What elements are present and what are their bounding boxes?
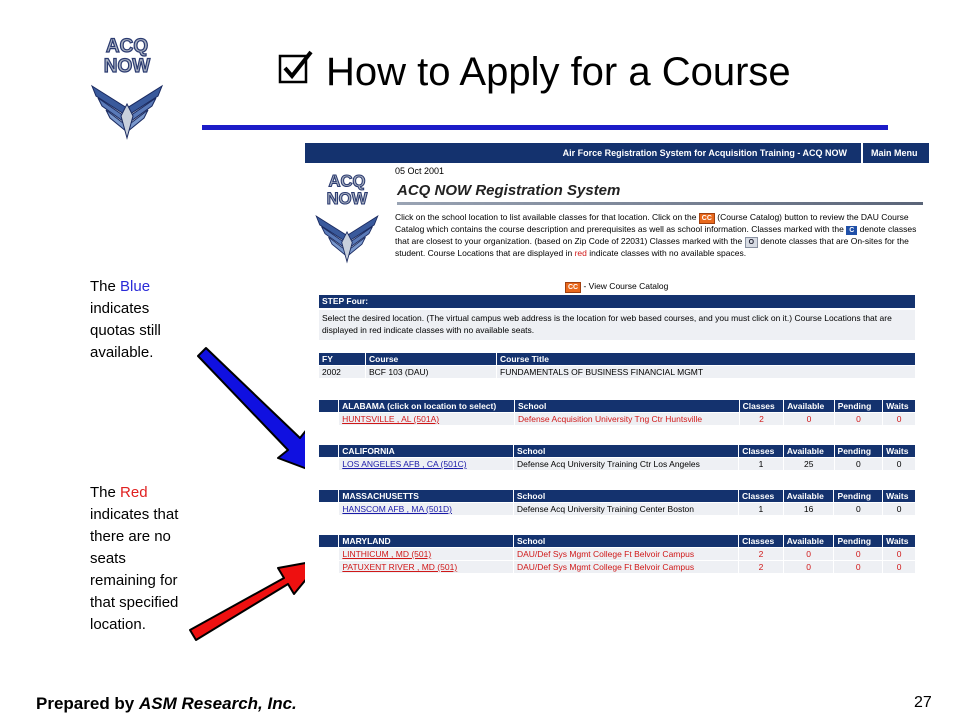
small-logo-line-2: NOW <box>326 188 368 208</box>
location-cell <box>339 503 512 515</box>
state-header-row <box>319 535 915 547</box>
location-cell <box>339 458 513 470</box>
intro-part-2: (Course Catalog) button to review the DAU Course Catalog which contains the course description and prerequisites as well as school information. Classes marked with the <box>395 212 909 234</box>
col-header-fy: FY <box>319 353 365 365</box>
state-name: MARYLAND <box>339 535 513 547</box>
location-waits: 0 <box>883 548 915 560</box>
acq-now-logo <box>86 34 168 140</box>
location-classes: 2 <box>739 548 783 560</box>
location-cell <box>339 413 514 425</box>
intro-part-4: denote classes that are On-sites for the student. Course Locations that are displayed in <box>395 235 909 258</box>
location-row <box>319 503 915 515</box>
blue-note <box>90 276 186 364</box>
course-catalog-icon: CC <box>699 213 715 224</box>
state-table <box>318 489 916 516</box>
location-available: 0 <box>784 548 834 560</box>
course-code: BCF 103 (DAU) <box>366 366 496 378</box>
footer-credit <box>36 694 297 714</box>
location-available: 16 <box>784 503 834 515</box>
state-header-row <box>319 490 915 502</box>
col-header-classes: Classes <box>739 445 783 457</box>
intro-part-3: denote classes that are closest to your organization. (based on Zip Code of 22031) Classes marked with the <box>395 224 917 246</box>
system-title-rule <box>397 202 923 205</box>
course-fy: 2002 <box>319 366 365 378</box>
footer-prefix: Prepared by <box>36 694 139 713</box>
blue-note-color-word: Blue <box>120 278 151 295</box>
location-row-spacer <box>319 561 338 573</box>
small-logo-line-1: ACQ <box>328 171 366 191</box>
location-waits: 0 <box>883 561 915 573</box>
location-pending: 0 <box>835 413 882 425</box>
location-row-spacer <box>319 413 338 425</box>
course-row <box>319 366 915 378</box>
red-note-post: indicates that there are no seats remaining for that specified location. <box>90 506 179 633</box>
state-table <box>318 399 916 426</box>
state-header-spacer <box>319 535 338 547</box>
col-header-waits: Waits <box>883 445 915 457</box>
location-row <box>319 561 915 573</box>
air-force-wings-icon <box>92 86 162 138</box>
onsite-class-icon: O <box>745 237 758 248</box>
state-header-spacer <box>319 490 338 502</box>
col-header-pending: Pending <box>835 400 882 412</box>
location-school: Defense Acq University Training Center Boston <box>514 503 738 515</box>
blue-note-pre: The <box>90 278 121 295</box>
step-four-instructions: Select the desired location. (The virtual campus web address is the location for web based courses, and you must click on it.) Course Locations that are displayed in red indicate classes with no available seats. <box>319 310 915 340</box>
col-header-pending: Pending <box>834 535 882 547</box>
footer-company: ASM Research, Inc. <box>139 694 297 713</box>
course-title: FUNDAMENTALS OF BUSINESS FINANCIAL MGMT <box>497 366 915 378</box>
col-header-classes: Classes <box>740 400 784 412</box>
course-table <box>318 352 916 379</box>
state-name: MASSACHUSETTS <box>339 490 512 502</box>
logo-line-2: NOW <box>103 56 151 77</box>
location-row-spacer <box>319 548 338 560</box>
title-underline <box>202 125 888 130</box>
view-catalog-row[interactable] <box>565 281 668 293</box>
page-number: 27 <box>914 694 932 711</box>
location-waits: 0 <box>883 458 915 470</box>
state-name: ALABAMA (click on location to select) <box>339 400 514 412</box>
registration-screenshot <box>305 140 929 590</box>
red-note-pre: The <box>90 484 121 501</box>
location-available: 0 <box>784 561 834 573</box>
state-table <box>318 444 916 471</box>
location-pending: 0 <box>834 561 882 573</box>
location-school: DAU/Def Sys Mgmt College Ft Belvoir Campus <box>514 548 738 560</box>
logo-line-1: ACQ <box>105 36 149 57</box>
state-header-row <box>319 445 915 457</box>
app-title: Air Force Registration System for Acquisition Training - ACQ NOW <box>562 148 847 158</box>
red-note-color-word: Red <box>120 484 148 501</box>
location-school: DAU/Def Sys Mgmt College Ft Belvoir Campus <box>514 561 738 573</box>
location-classes: 2 <box>739 561 783 573</box>
checkbox-checked-icon <box>278 50 314 86</box>
col-header-school: School <box>514 445 738 457</box>
col-header-available: Available <box>784 400 834 412</box>
intro-part-1: Click on the school location to list available classes for that location. Click on the <box>395 212 699 222</box>
col-header-waits: Waits <box>883 490 915 502</box>
current-date: 05 Oct 2001 <box>395 166 445 176</box>
location-link-available[interactable]: LOS ANGELES AFB , CA (501C) <box>342 459 467 469</box>
air-force-wings-small-icon <box>316 216 377 262</box>
location-row <box>319 548 915 560</box>
state-header-row <box>319 400 915 412</box>
location-waits: 0 <box>883 503 915 515</box>
location-pending: 0 <box>834 548 882 560</box>
location-school: Defense Acquisition University Tng Ctr Huntsville <box>515 413 739 425</box>
red-note <box>90 482 190 636</box>
col-header-waits: Waits <box>883 400 915 412</box>
location-link-available[interactable]: HANSCOM AFB , MA (501D) <box>342 504 452 514</box>
top-bar-divider <box>861 143 863 163</box>
col-header-classes: Classes <box>739 490 783 502</box>
location-available: 0 <box>784 413 834 425</box>
location-waits: 0 <box>883 413 915 425</box>
col-header-school: School <box>514 535 738 547</box>
intro-part-5: indicate classes with no available spaces. <box>586 247 747 258</box>
col-header-course: Course <box>366 353 496 365</box>
view-catalog-button-icon[interactable]: CC <box>565 282 581 293</box>
closest-class-icon: C <box>846 226 857 235</box>
main-menu-link[interactable]: Main Menu <box>871 148 918 158</box>
col-header-classes: Classes <box>739 535 783 547</box>
slide-title: How to Apply for a Course <box>326 50 791 94</box>
acq-now-small-logo <box>311 168 383 266</box>
blue-note-post: indicates quotas still available. <box>90 300 161 361</box>
intro-text <box>395 212 925 259</box>
state-header-spacer <box>319 445 338 457</box>
state-name: CALIFORNIA <box>339 445 513 457</box>
location-pending: 0 <box>835 458 883 470</box>
step-four-label: STEP Four: <box>322 296 369 306</box>
course-table-header <box>319 353 915 365</box>
col-header-available: Available <box>784 535 834 547</box>
system-title: ACQ NOW Registration System <box>397 182 621 199</box>
location-classes: 1 <box>739 503 783 515</box>
col-header-pending: Pending <box>835 445 883 457</box>
location-row-spacer <box>319 458 338 470</box>
location-cell <box>339 561 513 573</box>
state-table <box>318 534 916 574</box>
location-school: Defense Acq University Training Ctr Los Angeles <box>514 458 738 470</box>
location-link-full[interactable]: PATUXENT RIVER , MD (501) <box>342 562 458 572</box>
col-header-waits: Waits <box>883 535 915 547</box>
location-classes: 1 <box>739 458 783 470</box>
location-classes: 2 <box>740 413 784 425</box>
location-row <box>319 458 915 470</box>
col-header-available: Available <box>784 490 834 502</box>
col-header-school: School <box>515 400 739 412</box>
app-top-bar <box>305 143 929 163</box>
col-header-available: Available <box>784 445 834 457</box>
step-four-heading <box>319 295 915 308</box>
state-header-spacer <box>319 400 338 412</box>
col-header-pending: Pending <box>834 490 882 502</box>
location-row-spacer <box>319 503 338 515</box>
col-header-course-title: Course Title <box>497 353 915 365</box>
location-available: 25 <box>784 458 834 470</box>
intro-red-word: red <box>574 247 587 258</box>
location-cell <box>339 548 513 560</box>
view-catalog-label[interactable]: - View Course Catalog <box>581 281 669 291</box>
location-link-full[interactable]: HUNTSVILLE , AL (501A) <box>342 414 440 424</box>
location-pending: 0 <box>834 503 882 515</box>
location-row <box>319 413 915 425</box>
col-header-school: School <box>514 490 738 502</box>
location-link-full[interactable]: LINTHICUM , MD (501) <box>342 549 432 559</box>
